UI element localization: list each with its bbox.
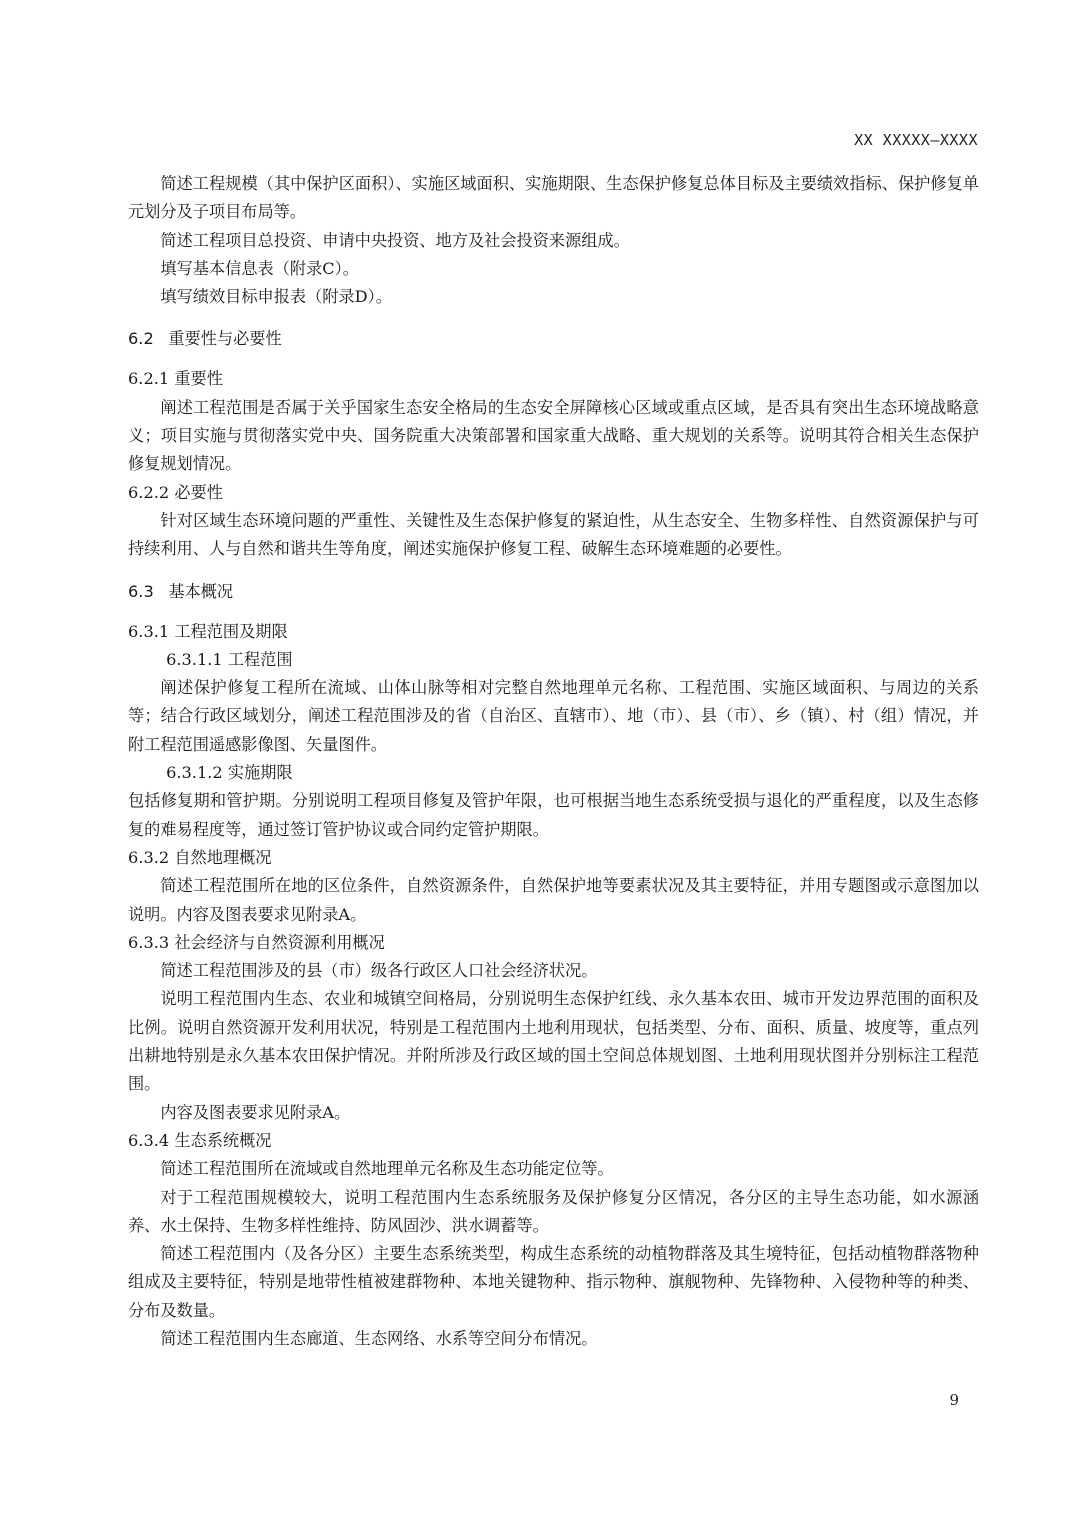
subsection-heading-6-3-2: 6.3.2 自然地理概况 xyxy=(128,847,272,867)
standard-code: XX XXXXX—XXXX xyxy=(854,131,978,149)
paragraph: 简述工程范围所在流域或自然地理单元名称及生态功能定位等。 xyxy=(160,1159,614,1179)
paragraph: 简述工程项目总投资、申请中央投资、地方及社会投资来源组成。 xyxy=(160,230,630,250)
subsection-heading-6-3-3: 6.3.3 社会经济与自然资源利用概况 xyxy=(128,932,385,952)
paragraph: 阐述保护修复工程所在流域、山体山脉等相对完整自然地理单元名称、工程范围、实施区域面积、与周边的关系等；结合行政区域划分，阐述工程范围涉及的省（自治区、直辖市）、地（市）、县（市）、乡（镇）、村（组）情况，并附工程范围遥感影像图、矢量图件。 xyxy=(128,678,979,754)
subsection-heading-6-3-1-1: 6.3.1.1 工程范围 xyxy=(166,649,293,669)
paragraph: 针对区域生态环境问题的严重性、关键性及生态保护修复的紧迫性，从生态安全、生物多样性、自然资源保护与可持续利用、人与自然和谐共生等角度，阐述实施保护修复工程、破解生态环境难题的必要性。 xyxy=(128,510,979,559)
section-heading-6-2 xyxy=(128,325,979,353)
paragraph: 简述工程范围涉及的县（市）级各行政区人口社会经济状况。 xyxy=(160,961,598,981)
paragraph: 简述工程范围内生态廊道、生态网络、水系等空间分布情况。 xyxy=(160,1328,598,1348)
paragraph: 阐述工程范围是否属于关乎国家生态安全格局的生态安全屏障核心区域或重点区域，是否具有突出生态环境战略意义；项目实施与贯彻落实党中央、国务院重大决策部署和国家重大战略、重大规划的关系等。说明其符合相关生态保护修复规划情况。 xyxy=(128,397,979,474)
section-number: 6.2 xyxy=(128,329,154,349)
section-title: 基本概况 xyxy=(168,581,234,601)
paragraph: 简述工程规模（其中保护区面积）、实施区域面积、实施期限、生态保护修复总体目标及主要绩效指标、保护修复单元划分及子项目布局等。 xyxy=(128,174,979,222)
section-number: 6.3 xyxy=(128,581,154,601)
page-content xyxy=(128,170,979,1353)
paragraph: 填写基本信息表（附录C）。 xyxy=(160,258,359,278)
section-heading-6-3 xyxy=(128,578,979,606)
paragraph: 内容及图表要求见附录A。 xyxy=(160,1102,351,1122)
subsection-heading-6-3-1: 6.3.1 工程范围及期限 xyxy=(128,621,288,641)
subsection-heading-6-2-2: 6.2.2 必要性 xyxy=(128,482,223,502)
paragraph: 说明工程范围内生态、农业和城镇空间格局，分别说明生态保护红线、永久基本农田、城市开发边界范围的面积及比例。说明自然资源开发利用状况，特别是工程范围内土地利用现状，包括类型、分布、面积、质量、坡度等，重点列出耕地特别是永久基本农田保护情况。并附所涉及行政区域的国土空间总体规划图、土地利用现状图并分别标注工程范围。 xyxy=(128,989,979,1094)
paragraph: 简述工程范围所在地的区位条件，自然资源条件，自然保护地等要素状况及其主要特征，并用专题图或示意图加以说明。内容及图表要求见附录A。 xyxy=(128,876,979,924)
paragraph: 对于工程范围规模较大，说明工程范围内生态系统服务及保护修复分区情况，各分区的主导生态功能，如水源涵养、水土保持、生物多样性维持、防风固沙、洪水调蓄等。 xyxy=(128,1187,979,1235)
paragraph: 简述工程范围内（及各分区）主要生态系统类型，构成生态系统的动植物群落及其生境特征，包括动植物群落物种组成及主要特征，特别是地带性植被建群物种、本地关键物种、指示物种、旗舰物种、先锋物种、入侵物种等的种类、分布及数量。 xyxy=(128,1244,979,1320)
paragraph: 包括修复期和管护期。分别说明工程项目修复及管护年限，也可根据当地生态系统受损与退化的严重程度，以及生态修复的难易程度等，通过签订管护协议或合同约定管护期限。 xyxy=(128,791,979,839)
subsection-heading-6-3-4: 6.3.4 生态系统概况 xyxy=(128,1130,272,1150)
page-number: 9 xyxy=(949,1391,959,1409)
section-title: 重要性与必要性 xyxy=(168,329,282,349)
subsection-heading-6-2-1: 6.2.1 重要性 xyxy=(128,369,223,389)
subsection-heading-6-3-1-2: 6.3.1.2 实施期限 xyxy=(166,763,293,783)
paragraph: 填写绩效目标申报表（附录D）。 xyxy=(160,287,392,307)
